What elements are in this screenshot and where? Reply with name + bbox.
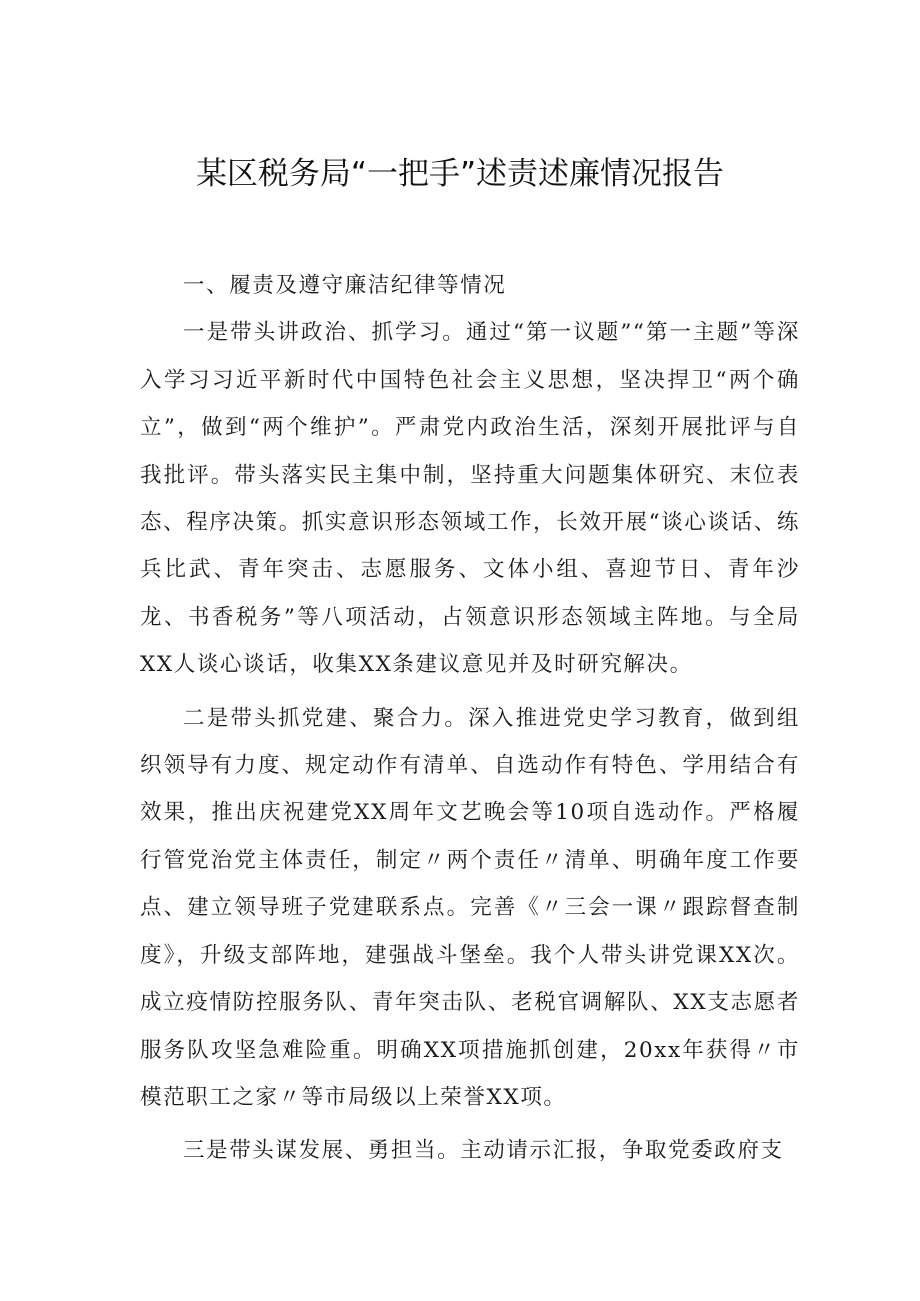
paragraph-1: 一是带头讲政治、抓学习。通过“第一议题”“第一主题”等深入学习习近平新时代中国特色社会主义思想，坚决捍卫“两个确立”，做到“两个维护”。严肃党内政治生活，深刻开展批评与自我批评。带头落实民主集中制，坚持重大问题集体研究、末位表态、程序决策。抓实意识形态领域工作，长效开展“谈心谈话、练兵比武、青年突击、志愿服务、文体小组、喜迎节日、青年沙龙、书香税务”等八项活动，占领意识形态领域主阵地。与全局XX人谈心谈话，收集XX条建议意见并及时研究解决。	[140, 320, 800, 678]
document-body	[140, 262, 800, 1175]
section-heading: 一、履责及遵守廉洁纪律等情况	[183, 273, 507, 298]
document-title: 某区税务局“一把手”述责述廉情况报告	[195, 156, 725, 192]
paragraph-2: 二是带头抓党建、聚合力。深入推进党史学习教育，做到组织领导有力度、规定动作有清单、自选动作有特色、学用结合有效果，推出庆祝建党XX周年文艺晚会等10项自选动作。严格履行管党治党主体责任，制定〃两个责任〃清单、明确年度工作要点、建立领导班子党建联系点。完善《〃三会一课〃跟踪督查制度》，升级支部阵地，建强战斗堡垒。我个人带头讲党课XX次。成立疫情防控服务队、青年突击队、老税官调解队、XX支志愿者服务队攻坚急难险重。明确XX项措施抓创建，20xx年获得〃市模范职工之家〃等市局级以上荣誉XX项。	[140, 705, 800, 1110]
paragraph-3: 三是带头谋发展、勇担当。主动请示汇报，争取党委政府支	[183, 1138, 784, 1164]
